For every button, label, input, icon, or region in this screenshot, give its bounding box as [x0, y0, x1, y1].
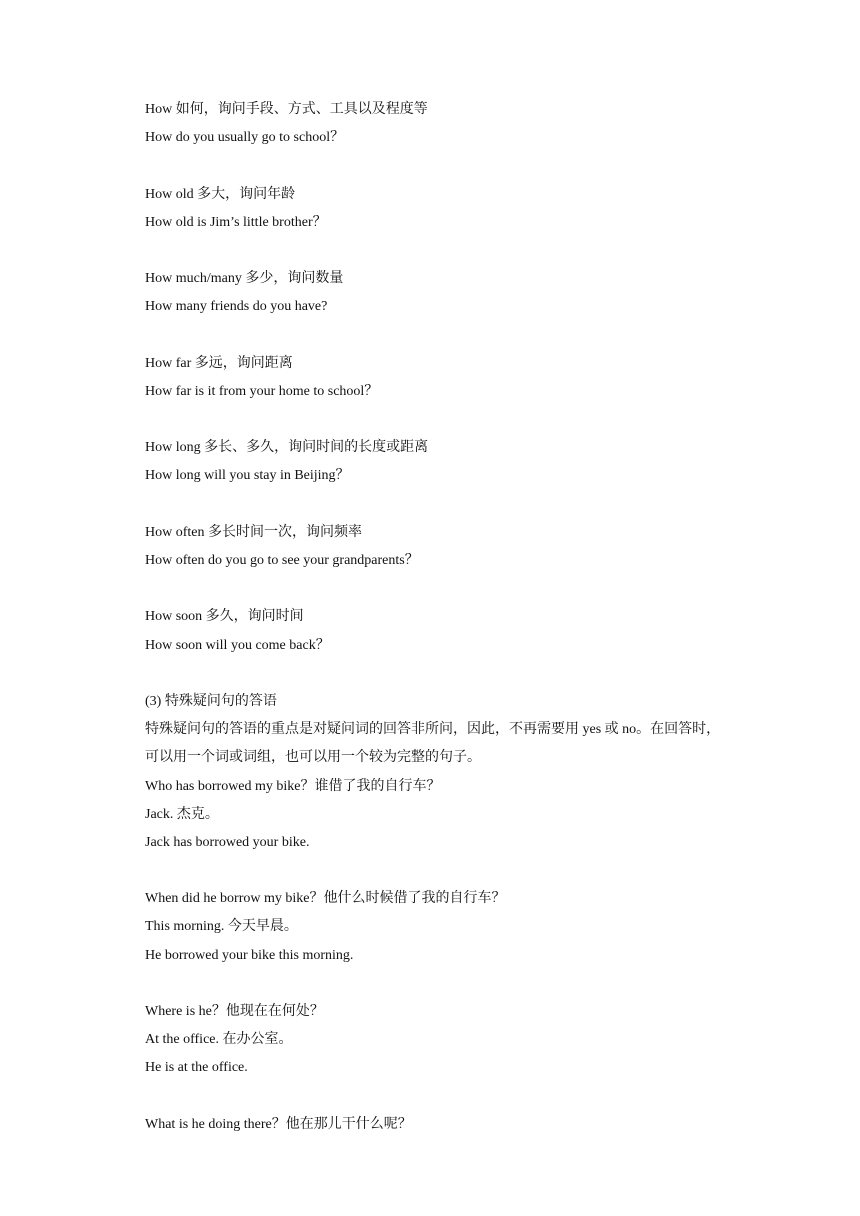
how-heading: How much/many 多少，询问数量 [145, 271, 344, 287]
how-heading: How 如何，询问手段、方式、工具以及程度等 [145, 102, 428, 117]
how-group [145, 181, 725, 237]
blank-line [145, 491, 725, 519]
blank-line [145, 237, 725, 265]
blank-line [145, 322, 725, 350]
qa-question: What is he doing there？他在那儿干什么呢？ [145, 1116, 412, 1132]
how-group [145, 350, 725, 406]
qa-full-answer: He is at the office. [145, 1060, 248, 1076]
qa-question: Who has borrowed my bike？谁借了我的自行车？ [145, 778, 441, 794]
qa-group [145, 998, 725, 1083]
how-heading: How often 多长时间一次，询问频率 [145, 524, 362, 540]
blank-line [145, 660, 725, 688]
blank-line [145, 152, 725, 180]
qa-question: When did he borrow my bike？他什么时候借了我的自行车？ [145, 891, 506, 907]
document-content [145, 96, 725, 1139]
how-group [145, 603, 725, 659]
qa-group [145, 885, 725, 970]
qa-short-answer: This morning. 今天早晨。 [145, 919, 298, 935]
section-title: (3) 特殊疑问句的答语 [145, 693, 277, 709]
section-intro: 特殊疑问句的答语的重点是对疑问词的回答非所问，因此，不再需要用 yes 或 no。在回答时，可以用一个词或词组，也可以用一个较为完整的句子。 [145, 722, 721, 766]
how-heading: How long 多长、多久，询问时间的长度或距离 [145, 440, 429, 456]
blank-line [145, 406, 725, 434]
how-example: How often do you go to see your grandparents？ [145, 553, 419, 568]
how-group [145, 265, 725, 321]
qa-full-answer: He borrowed your bike this morning. [145, 947, 354, 963]
how-group [145, 434, 725, 490]
how-heading: How old 多大，询问年龄 [145, 186, 296, 202]
blank-line [145, 1083, 725, 1111]
how-example: How far is it from your home to school？ [145, 383, 379, 399]
qa-group [145, 773, 725, 858]
how-heading: How soon 多久，询问时间 [145, 609, 304, 625]
blank-line [145, 970, 725, 998]
how-example: How do you usually go to school？ [145, 130, 345, 146]
how-example: How many friends do you have? [145, 299, 328, 315]
how-example: How old is Jim’s little brother？ [145, 214, 327, 230]
how-group [145, 519, 725, 575]
how-group [145, 96, 725, 152]
qa-question: Where is he？他现在在何处？ [145, 1004, 324, 1020]
how-heading: How far 多远，询问距离 [145, 355, 293, 371]
how-example: How soon will you come back？ [145, 637, 330, 653]
blank-line [145, 857, 725, 885]
blank-line [145, 575, 725, 603]
qa-short-answer: Jack. 杰克。 [145, 806, 219, 822]
qa-short-answer: At the office. 在办公室。 [145, 1032, 293, 1048]
how-example: How long will you stay in Beijing？ [145, 468, 350, 484]
qa-full-answer: Jack has borrowed your bike. [145, 834, 310, 850]
